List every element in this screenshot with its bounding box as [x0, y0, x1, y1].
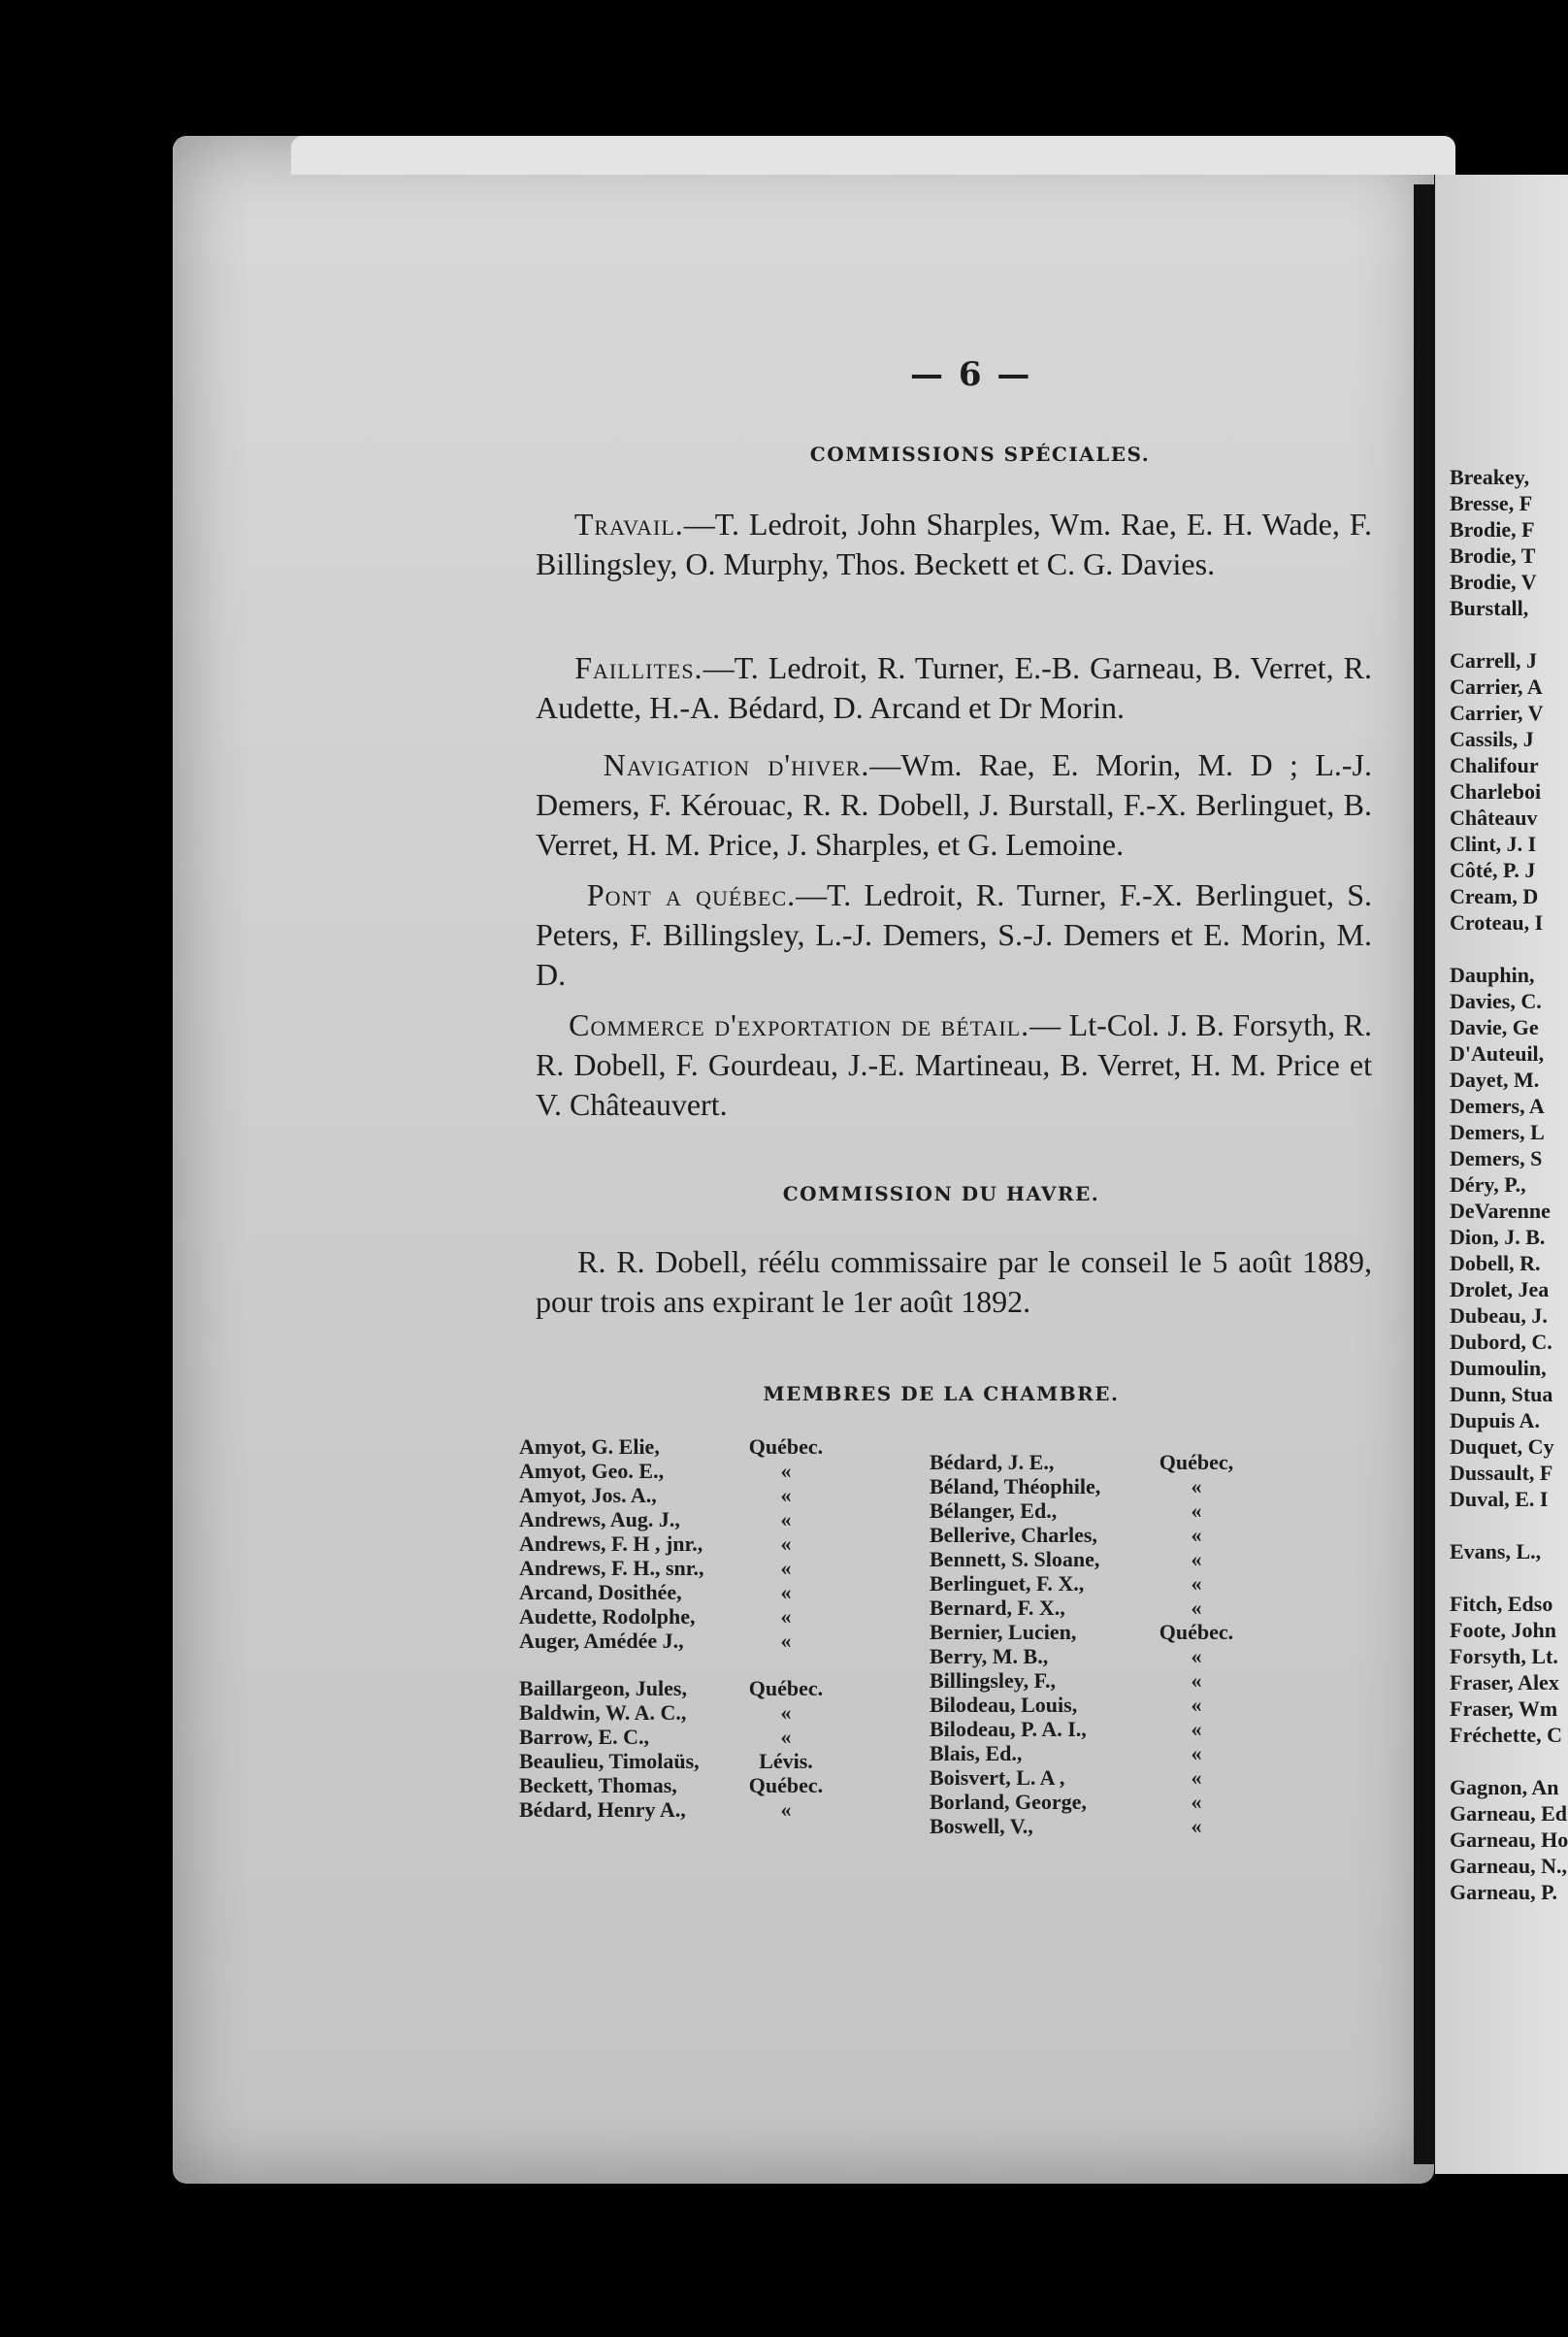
member-row: [930, 1814, 1240, 1838]
member-place: «: [1191, 1814, 1202, 1838]
facing-page-entry: Garneau, Ed: [1450, 1801, 1568, 1826]
heading-commissions: COMMISSIONS SPÉCIALES.: [809, 443, 1151, 466]
facing-page-entry: Garneau, Ho: [1450, 1827, 1568, 1852]
facing-page-entry: Châteauv: [1450, 806, 1538, 830]
facing-page-entry: Dauphin,: [1450, 963, 1535, 987]
member-name: Bélanger, Ed.,: [930, 1498, 1058, 1523]
member-place: «: [1191, 1523, 1202, 1547]
paragraph-text: —T. Ledroit, John Sharples, Wm. Rae, E. H. Wade, F. Billingsley, O. Murphy, Thos. Beckett et C. G. Davies.: [536, 507, 1373, 581]
paragraph-faillites: [536, 648, 1372, 728]
member-place: «: [1191, 1717, 1202, 1741]
member-row: [930, 1474, 1240, 1498]
member-row: [519, 1434, 830, 1459]
member-name: Boisvert, L. A ,: [930, 1765, 1065, 1790]
facing-page-entry: Dupuis A.: [1450, 1408, 1540, 1432]
members-column-1: [519, 1434, 830, 1822]
facing-page-entry: Charleboi: [1450, 779, 1542, 804]
member-row: [519, 1725, 830, 1749]
facing-page-entry: Brodie, T: [1450, 543, 1536, 568]
paragraph-text: — Lt-Col. J. B. Forsyth, R. R. Dobell, F. Gourdeau, J.-E. Martineau, B. Verret, H. M. Price et V. Châteauvert.: [536, 1007, 1373, 1122]
member-place: «: [780, 1700, 792, 1725]
paragraph-lead: Navigation d'hiver.: [603, 747, 870, 782]
member-place: Québec.: [1159, 1620, 1234, 1644]
member-place: «: [780, 1531, 792, 1556]
member-name: Andrews, F. H., snr.,: [519, 1556, 704, 1580]
paragraph-travail: [536, 505, 1372, 584]
facing-page-entry: Burstall,: [1450, 596, 1529, 620]
member-row: [519, 1629, 830, 1653]
facing-page-entry: [1450, 1512, 1568, 1538]
facing-page-entry: Fitch, Edso: [1450, 1592, 1553, 1616]
facing-page-entry: D'Auteuil,: [1450, 1041, 1545, 1066]
facing-page-entry: [1450, 621, 1568, 647]
member-place: «: [780, 1556, 792, 1580]
member-row: [519, 1676, 830, 1700]
member-place: «: [780, 1580, 792, 1604]
facing-page-entry: Forsyth, Lt.: [1450, 1644, 1558, 1668]
member-place: «: [780, 1629, 792, 1653]
facing-page-entry: [1450, 936, 1568, 962]
paragraph-text: —T. Ledroit, R. Turner, E.-B. Garneau, B. Verret, R. Audette, H.-A. Bédard, D. Arcand et Dr Morin.: [536, 650, 1373, 725]
member-row: [930, 1644, 1240, 1668]
facing-page-entry: Cream, D: [1450, 884, 1539, 908]
facing-page-entry: Duquet, Cy: [1450, 1434, 1554, 1459]
member-place: «: [1191, 1765, 1202, 1790]
facing-page-entry: Clint, J. I: [1450, 832, 1537, 856]
member-name: Blais, Ed.,: [930, 1741, 1023, 1765]
member-name: Beckett, Thomas,: [519, 1773, 677, 1797]
facing-page-entry: Déry, P.,: [1450, 1172, 1526, 1197]
page-edge: [291, 136, 1455, 175]
member-place: Québec.: [748, 1676, 824, 1700]
paragraph-navigation: [536, 745, 1372, 865]
member-name: Berry, M. B.,: [930, 1644, 1049, 1668]
member-name: Bernier, Lucien,: [930, 1620, 1077, 1644]
paragraph-text: —T. Ledroit, R. Turner, F.-X. Berlinguet, S. Peters, F. Billingsley, L.-J. Demers, S.-J. Demers et E. Morin, M. D.: [536, 877, 1372, 992]
member-place: «: [780, 1459, 792, 1483]
member-name: Bernard, F. X.,: [930, 1596, 1065, 1620]
facing-page-entry: Demers, S: [1450, 1146, 1543, 1170]
member-row: [930, 1765, 1240, 1790]
member-name: Boswell, V.,: [930, 1814, 1033, 1838]
member-name: Bilodeau, P. A. I.,: [930, 1717, 1087, 1741]
facing-page-list: [1450, 464, 1568, 1905]
member-row: [930, 1596, 1240, 1620]
member-place: «: [1191, 1547, 1202, 1571]
member-name: Arcand, Dosithée,: [519, 1580, 682, 1604]
facing-page-entry: Dubeau, J.: [1450, 1303, 1548, 1328]
paragraph-text: —Wm. Rae, E. Morin, M. D ; L.-J. Demers, F. Kérouac, R. R. Dobell, J. Burstall, F.-X. Berlinguet, B. Verret, H. M. Price, J. Sharples, et G. Lemoine.: [536, 747, 1373, 862]
facing-page-entry: Brodie, F: [1450, 517, 1535, 542]
facing-page-entry: Demers, L: [1450, 1120, 1545, 1144]
member-name: Bennett, S. Sloane,: [930, 1547, 1100, 1571]
member-place: «: [1191, 1693, 1202, 1717]
member-row: [519, 1797, 830, 1822]
facing-page-entry: [1450, 1564, 1568, 1591]
member-row: [930, 1668, 1240, 1693]
member-name: Amyot, Geo. E.,: [519, 1459, 665, 1483]
facing-page-entry: Evans, L.,: [1450, 1539, 1542, 1563]
facing-page-entry: Carrier, A: [1450, 675, 1543, 699]
member-row: [930, 1717, 1240, 1741]
member-row: [930, 1498, 1240, 1523]
facing-page-entry: Fraser, Wm: [1450, 1696, 1558, 1721]
facing-page-entry: Brodie, V: [1450, 570, 1537, 594]
member-place: «: [1191, 1474, 1202, 1498]
member-name: Barrow, E. C.,: [519, 1725, 650, 1749]
member-row: [519, 1749, 830, 1773]
paragraph-text: R. R. Dobell, réélu commissaire par le conseil le 5 août 1889, pour trois ans expirant le 1er août 1892.: [536, 1244, 1373, 1319]
member-row: [519, 1773, 830, 1797]
member-name: Baillargeon, Jules,: [519, 1676, 687, 1700]
facing-page-entry: DeVarenne: [1450, 1199, 1551, 1223]
paragraph-commerce: [536, 1005, 1372, 1125]
member-row: [930, 1571, 1240, 1596]
member-name: Baldwin, W. A. C.,: [519, 1700, 687, 1725]
facing-page-entry: Demers, A: [1450, 1094, 1545, 1118]
member-name: Bellerive, Charles,: [930, 1523, 1097, 1547]
facing-page-entry: Croteau, I: [1450, 910, 1544, 935]
heading-havre: COMMISSION DU HAVRE.: [782, 1182, 1100, 1205]
facing-page-entry: Davie, Ge: [1450, 1015, 1539, 1039]
facing-page-entry: Dobell, R.: [1450, 1251, 1541, 1275]
facing-page-entry: Garneau, N.,: [1450, 1854, 1567, 1878]
facing-page-entry: Drolet, Jea: [1450, 1277, 1550, 1301]
facing-page-entry: Davies, C.: [1450, 989, 1542, 1013]
facing-page-entry: Carrier, V: [1450, 701, 1544, 725]
member-place: «: [780, 1483, 792, 1507]
facing-page-entry: Foote, John: [1450, 1618, 1556, 1642]
member-row: [930, 1547, 1240, 1571]
member-row: [519, 1531, 830, 1556]
member-place: «: [1191, 1790, 1202, 1814]
member-place: «: [780, 1725, 792, 1749]
facing-page-entry: Garneau, P.: [1450, 1880, 1558, 1904]
column-gap: [519, 1653, 830, 1676]
member-name: Beaulieu, Timolaüs,: [519, 1749, 700, 1773]
heading-members: MEMBRES DE LA CHAMBRE.: [763, 1382, 1120, 1405]
member-place: «: [1191, 1644, 1202, 1668]
member-row: [930, 1741, 1240, 1765]
member-row: [519, 1507, 830, 1531]
member-place: Québec.: [748, 1773, 824, 1797]
member-name: Auger, Amédée J.,: [519, 1629, 684, 1653]
member-row: [519, 1459, 830, 1483]
facing-page-entry: Carrell, J: [1450, 648, 1538, 673]
member-place: «: [780, 1507, 792, 1531]
member-name: Amyot, G. Elie,: [519, 1434, 660, 1459]
member-row: [519, 1604, 830, 1629]
member-row: [930, 1790, 1240, 1814]
paragraph-pont: [536, 875, 1372, 995]
facing-page-entry: Dubord, C.: [1450, 1330, 1552, 1354]
member-place: «: [780, 1797, 792, 1822]
member-place: «: [1191, 1571, 1202, 1596]
member-row: [519, 1580, 830, 1604]
member-name: Berlinguet, F. X.,: [930, 1571, 1085, 1596]
member-row: [519, 1700, 830, 1725]
facing-page-entry: Chalifour: [1450, 753, 1539, 777]
facing-page-entry: Dayet, M.: [1450, 1068, 1540, 1092]
facing-page-entry: Fréchette, C: [1450, 1723, 1563, 1747]
member-name: Bédard, Henry A.,: [519, 1797, 686, 1822]
facing-page-entry: Breakey,: [1450, 465, 1530, 489]
facing-page-entry: Côté, P. J: [1450, 858, 1536, 882]
facing-page-entry: [1450, 1748, 1568, 1774]
paragraph-lead: Travail.: [573, 507, 684, 542]
facing-page-entry: Bresse, F: [1450, 491, 1533, 515]
paragraph-havre: [536, 1242, 1372, 1322]
member-row: [519, 1483, 830, 1507]
member-row: [930, 1523, 1240, 1547]
page-number: — 6 —: [910, 355, 1032, 394]
member-name: Borland, George,: [930, 1790, 1087, 1814]
member-name: Andrews, Aug. J.,: [519, 1507, 680, 1531]
member-place: «: [780, 1604, 792, 1629]
member-place: «: [1191, 1596, 1202, 1620]
member-name: Béland, Théophile,: [930, 1474, 1101, 1498]
facing-page-entry: Gagnon, An: [1450, 1775, 1559, 1799]
member-row: [519, 1556, 830, 1580]
member-name: Bédard, J. E.,: [930, 1450, 1055, 1474]
facing-page-entry: Dumoulin,: [1450, 1356, 1547, 1380]
member-row: [930, 1450, 1240, 1474]
member-place: «: [1191, 1498, 1202, 1523]
member-row: [930, 1693, 1240, 1717]
member-place: Québec,: [1159, 1450, 1234, 1474]
member-place: «: [1191, 1668, 1202, 1693]
paragraph-lead: Faillites.: [574, 650, 703, 685]
member-place: «: [1191, 1741, 1202, 1765]
member-name: Amyot, Jos. A.,: [519, 1483, 657, 1507]
member-name: Bilodeau, Louis,: [930, 1693, 1078, 1717]
paragraph-lead: Pont a québec.: [586, 877, 797, 912]
member-place: Lévis.: [759, 1749, 813, 1773]
members-column-2: [930, 1450, 1240, 1838]
facing-page-entry: Cassils, J: [1450, 727, 1534, 751]
book-spine: [1414, 184, 1435, 2164]
facing-page-entry: Dussault, F: [1450, 1461, 1553, 1485]
member-place: Québec.: [748, 1434, 824, 1459]
facing-page-entry: Fraser, Alex: [1450, 1670, 1559, 1695]
facing-page-entry: Dunn, Stua: [1450, 1382, 1553, 1406]
facing-page-entry: Dion, J. B.: [1450, 1225, 1546, 1249]
member-name: Billingsley, F.,: [930, 1668, 1057, 1693]
paragraph-lead: Commerce d'exportation de bétail.: [569, 1007, 1030, 1042]
facing-page-entry: Duval, E. I: [1450, 1487, 1549, 1511]
member-name: Audette, Rodolphe,: [519, 1604, 696, 1629]
member-name: Andrews, F. H , jnr.,: [519, 1531, 703, 1556]
member-row: [930, 1620, 1240, 1644]
